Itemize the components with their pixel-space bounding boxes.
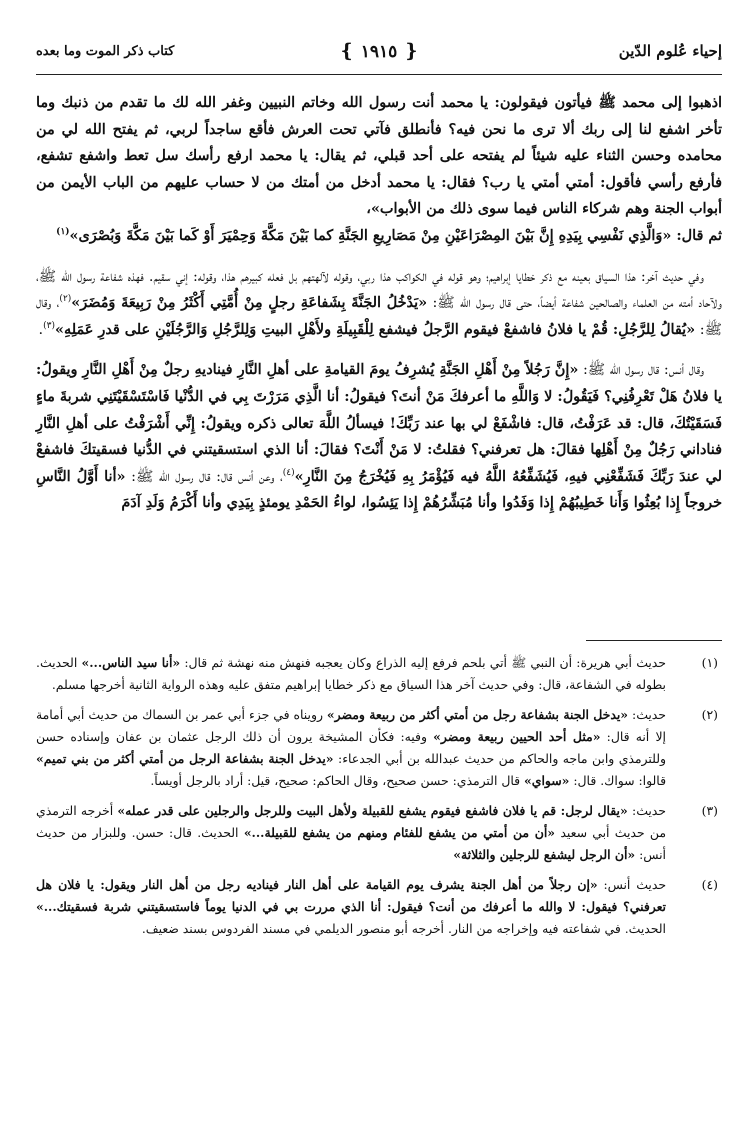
footnote-ref-1[interactable]: (١) (56, 227, 70, 238)
paragraph-2-text-a: وفي حديث آخر: هذا السياق بعينه مع ذكر خطايا إبراهيم؛ وهو قوله في الكواكب هذا ربي، وقوله لآلهتهم بل فعله كبيرهم هذا، وقوله: إني سقيم. فهذه شفاعة رسول الله ﷺ، ولآحاد أمته من العلماء والصالحين شفاعة أيضاً، حتى قال رسول الله ﷺ: (36, 268, 722, 312)
footnote-text: قال الترمذي: حسن صحيح، وقال الحاكم: صحيح، قيل: أراد بالرجل أويساً. (150, 773, 521, 788)
paragraph-1-text: اذهبوا إلى محمد ﷺ فيأتون فيقولون: يا محمد أنت رسول الله وخاتم النبيين وغفر الله لك ما تقدم من ذنبك وما تأخر اشفع لنا إلى ربك ألا ترى ما نحن فيه؟ فأنطلق فآتي تحت العرش فأقع ساجداً لربي، ثم يفتح الله لي من محامده وحسن الثناء عليه شيئاً لم يفتحه على أحد قبلي، ثم يقال: يا محمد ارفع رأسك سل تعط واشفع تشفع، فأرفع رأسي فأقول: أمتي أمتي يا رب؟ فقال: يا محمد أدخل من أمتك من لا حساب عليهم من الباب الأيمن من أبواب الجنة وهم شركاء الناس فيما سوى ذلك من الأبواب»، (36, 94, 722, 218)
footnote-text: الحديث. في شفاعته فيه وإخراجه من النار. أخرجه أبو منصور الديلمي في مسند الفردوس بسند ضعيف. (141, 921, 666, 936)
paragraph-2-hadith-1: «يَدْخُلُ الجَنَّةَ بِشَفاعَةِ رجلٍ مِنْ أُمَّتِي أَكْثَرُ مِنْ رَبِيعَةَ وَمُضَرَ» (71, 294, 428, 312)
book-title: إحياء عُلوم الدّين (618, 42, 722, 60)
paragraph-2-hadith-2: «يُقالُ لِلرَّجُلِ: قُمْ يا فلانُ فاشفعْ فيقوم الرَّجلُ فيشفع لِلْقَبِيلَةِ ولأَهْلِ البيتِ وَلِلرَّجُلِ وَالرَّجُلَيْنِ على قدرِ عَمَلِهِ» (55, 320, 696, 338)
footnote-ref-4[interactable]: (٤) (282, 467, 295, 478)
header-rule (36, 74, 722, 75)
footnote-text: رويناه في جزء أبي عمر بن السماك من حديث أبي أمامة إلا أنه قال: (36, 707, 666, 744)
footnote-text: حديث: (632, 707, 666, 722)
footnote-number: (١) (701, 655, 718, 670)
paragraph-2: وفي حديث آخر: هذا السياق بعينه مع ذكر خطايا إبراهيم؛ وهو قوله في الكواكب هذا ربي، وقوله لآلهتهم بل فعله كبيرهم هذا، وقوله: إني سقيم. فهذه شفاعة رسول الله ﷺ، ولآحاد أمته من العلماء والصالحين شفاعة أيضاً، حتى قال رسول الله ﷺ: «يَدْخُلُ الجَنَّةَ بِشَفاعَةِ رجلٍ مِنْ أُمَّتِي أَكْثَرُ مِنْ رَبِيعَةَ وَمُضَرَ»$^{(٢)}$، وقال ﷺ: «يُقالُ لِلرَّجُلِ: قُمْ يا فلانُ فاشفعْ فيقوم الرَّجلُ فيشفع لِلْقَبِيلَةِ ولأَهْلِ البيتِ وَلِلرَّجُلِ وَالرَّجُلَيْنِ على قدرِ عَمَلِهِ»$^{(٣)}$. (36, 268, 722, 338)
footnote-rule (586, 640, 722, 641)
footnote-text: حديث: (632, 803, 666, 818)
paragraph-3-hadith-1: «إِنَّ رَجُلاً مِنْ أَهْلِ الجَنَّةِ يُشرِفُ يومَ القيامةِ على أهلِ النَّارِ فيناديهِ رجلٌ مِنْ أَهْلِ النَّارِ ويقولُ: يا فلانُ هَلْ تَعْرِفُنِي؟ فَيَقُولُ: لا وَاللَّهِ ما أعرفكَ مَنْ أنتَ؟ فيقولُ: أنا الَّذِي مَرَرْتَ بِي في الدُّنْيا فَاسْتَسْقَيْتَنِي شربةَ ماءٍ فَسَقَيْتُكَ، قال: قد عَرَفْتُ، قال: فاشْفَعْ لي بها عند رَبِّكَ! فيسألُ اللَّهَ تعالى ذكره ويقولُ: إِنِّي أَشْرَفْتُ على أهلِ النَّارِ فناداني رَجُلٌ مِنْ أَهْلِها فقالَ: هل تعرفني؟ فقلتُ: لا مَنْ أَنْتَ؟ فقالَ: أنا الذي استسقيتني في الدُّنيا فسقيتكَ فاشفعْ لي عندَ رَبِّكَ فَشَفِّعْنِي فيهِ، فَيُشَفِّعُهُ اللَّهُ فيه فَيُؤْمَرُ بِهِ فَيُخْرَجُ مِنَ النَّارِ» (36, 361, 723, 485)
footnote-text: أخرجه الترمذي من حديث أبي سعيد (36, 803, 666, 840)
footnote-text: حديث أبي هريرة: أن النبي ﷺ أتي بلحم فرفع إليه الذراع وكان يعجبه فنهش منه نهشة ثم قال: (184, 655, 666, 670)
footnote-number: (٢) (701, 707, 718, 722)
footnotes (36, 652, 722, 948)
footnote-quote: «أن الرجل ليشفع للرجلين والثلاثة» (453, 847, 636, 862)
paragraph-3 (36, 357, 722, 517)
footnote-ref-2[interactable]: (٢) (59, 294, 72, 305)
footnote-4 (36, 874, 722, 940)
footnote-ref-3[interactable]: (٣) (43, 320, 55, 331)
footnote-number: (٣) (701, 803, 718, 818)
section-title: كتاب ذكر الموت وما بعده (36, 44, 175, 59)
footnote-quote: «سواي» (524, 773, 570, 788)
paragraph-1-hadith: ثم قال: «وَالَّذِي نَفْسِي بِيَدِهِ إِنَّ بَيْنَ المِصْرَاعَيْنِ مِنْ مَصَارِيعِ الجَنَّةِ كما بَيْنَ مَكَّةَ وَحِمْيَرَ أَوْ كَما بَيْنَ مَكَّةَ وَبُصْرَى» (69, 226, 722, 244)
page-header (36, 40, 722, 74)
footnote-quote: «مثل أحد الحيين ربيعة ومضر» (433, 729, 601, 744)
ornament-right-icon: ❴ (403, 40, 420, 62)
footnote-quote: «أن من أمتي من يشفع للفئام ومنهم من يشفع للقبيلة...» (243, 825, 556, 840)
footnote-quote: «يدخل الجنة بشفاعة الرجل من أمتي أكثر من بني تميم» (36, 751, 334, 766)
footnote-number: (٤) (701, 877, 718, 892)
paragraph-3-text-c: ، وعن أنس قال: قال رسول الله ﷺ: (131, 468, 283, 485)
footnote-quote: «يدخل الجنة بشفاعة رجل من أمتي أكثر من ربيعة ومضر» (326, 707, 629, 722)
footnote-3 (36, 800, 722, 866)
paragraph-2-text-c: ، وقال ﷺ: (36, 295, 722, 338)
paragraph-3-text-a: وقال أنس: قال رسول الله ﷺ: (582, 362, 705, 379)
page-number (339, 40, 419, 62)
footnote-text: الحديث. قال: حسن. وللبزار من حديث أنس: (36, 825, 666, 862)
footnote-1 (36, 652, 722, 696)
footnote-quote: «أنا سيد الناس...» (81, 655, 181, 670)
main-text (36, 90, 722, 531)
page-number-value: ١٩١٥ (360, 42, 398, 62)
footnote-text: قالوا: سواك. قال: (573, 773, 666, 788)
paragraph-3-hadith-2: «أنا أَوَّلُ النَّاسِ خروجاً إِذا بُعِثُوا وَأَنا خَطِيبُهُمْ إِذا وَفَدُوا وأنا مُبَشِّرُهُمْ إِذا يَئِسُوا، لواءُ الحَمْدِ يومئذٍ بِيَدِي وأنا أَكْرَمُ وَلَدِ آدَمَ (36, 467, 722, 512)
footnote-text: الحديث. بطوله في الشفاعة، قال: وفي حديث آخر هذا السياق مع ذكر خطايا إبراهيم متفق عليه وهذه الرواية الثانية أخرجها مسلم. (36, 655, 666, 692)
ornament-left-icon: ❵ (338, 40, 355, 62)
footnote-text: وفيه: فكأن المشيخة يرون أن ذلك الرجل عثمان بن عفان وإسناده حسن وللترمذي وابن ماجه والحاكم من حديث عبدالله بن أبي الجدعاء: (36, 729, 666, 766)
footnote-text: حديث أنس: (603, 877, 666, 892)
footnote-quote: «إن رجلاً من أهل الجنة يشرف يوم القيامة على أهل النار فيناديه رجل من أهل النار ويقول: يا فلان هل تعرفني؟ فيقول: لا والله ما أعرفك من أنت؟ فيقول: أنا الذي مررت بي في الدنيا يوماً فاستسقيتني شربة فسقيتك...» (36, 877, 666, 914)
footnote-quote: «يقال لرجل: قم يا فلان فاشفع فيقوم يشفع للقبيلة ولأهل البيت وللرجل والرجلين على قدر عمله» (117, 803, 628, 818)
paragraph-1 (36, 90, 722, 250)
footnote-2 (36, 704, 722, 792)
